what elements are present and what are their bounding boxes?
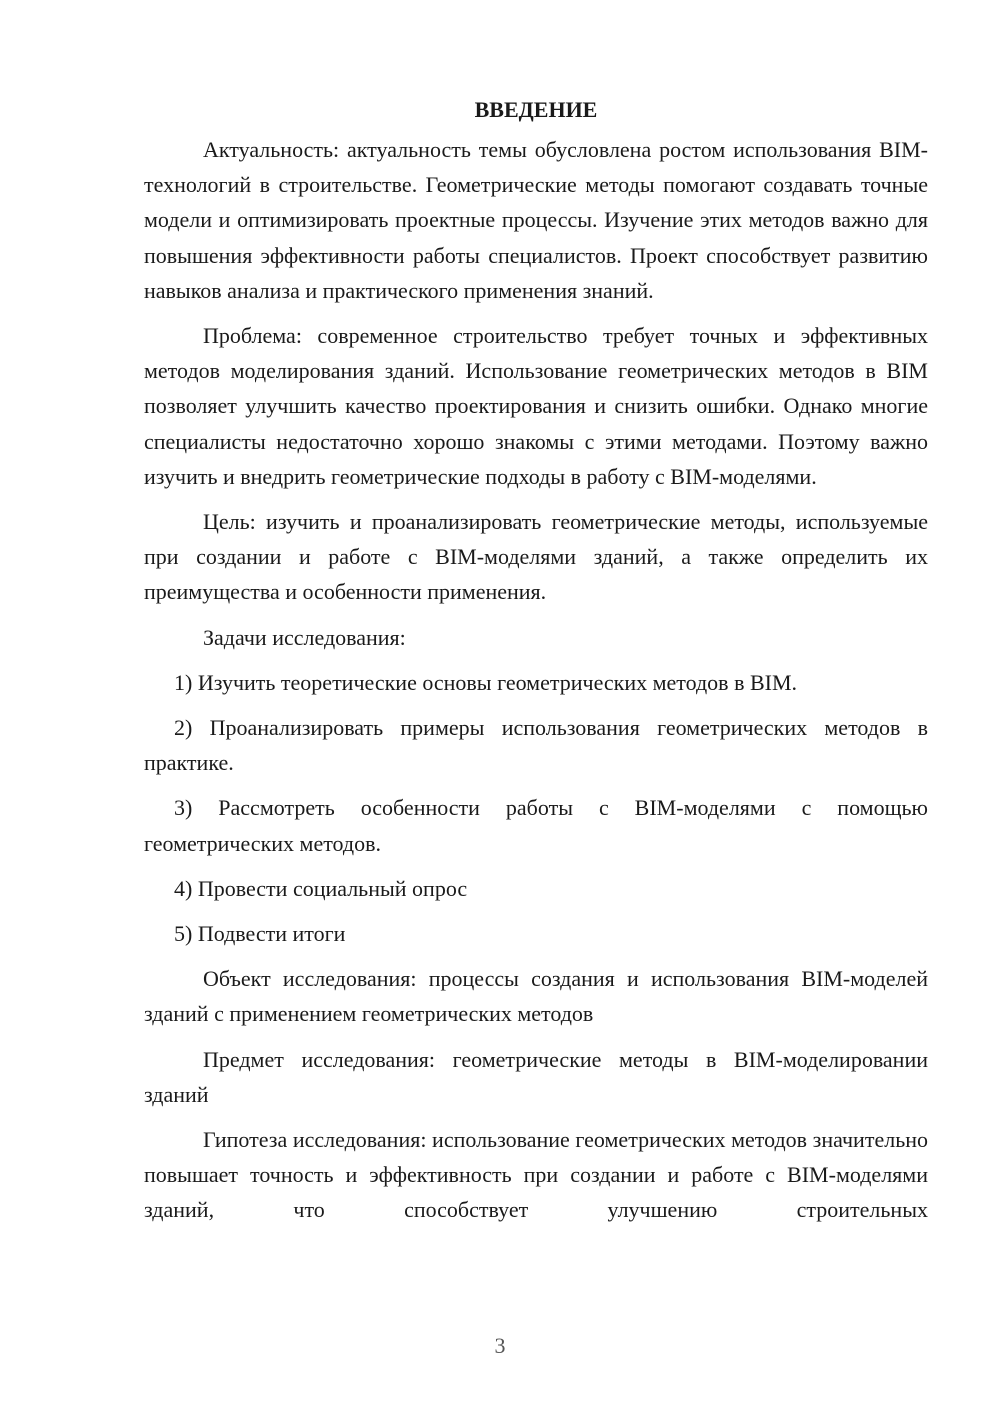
task-item: 4) Провести социальный опрос: [174, 875, 468, 901]
tasks-heading: Задачи исследования:: [203, 624, 406, 650]
problem-paragraph: Проблема: современное строительство требует точных и эффективных методов моделирования зданий. Использование геометрических методов в BIM позволяет улучшить качество проектирования и снизить ошибки. Однако многие специалисты недостаточно хорошо знакомы с этими методами. Поэтому важно изучить и внедрить геометрические подходы в работу с BIM-моделями.: [144, 323, 928, 489]
goal-paragraph: Цель: изучить и проанализировать геометрические методы, используемые при создании и работе с BIM-моделями зданий, а также определить их преимущества и особенности применения.: [144, 509, 928, 605]
object-paragraph: Объект исследования: процессы создания и использования BIM-моделей зданий с применением геометрических методов: [144, 966, 928, 1027]
document-page: [144, 92, 928, 1238]
task-item: 2) Проанализировать примеры использования геометрических методов в практике.: [144, 715, 928, 776]
hypothesis-paragraph: Гипотеза исследования: использование геометрических методов значительно повышает точность и эффективность при создании и работе с BIM-моделями зданий, что способствует улучшению строительных: [144, 1127, 928, 1223]
task-item: 3) Рассмотреть особенности работы с BIM-моделями с помощью геометрических методов.: [144, 795, 928, 856]
task-item: 5) Подвести итоги: [174, 921, 346, 947]
task-item: 1) Изучить теоретические основы геометрических методов в BIM.: [174, 669, 798, 695]
page-number: 3: [494, 1333, 506, 1358]
section-title: ВВЕДЕНИЕ: [474, 97, 598, 122]
subject-paragraph: Предмет исследования: геометрические методы в BIM-моделировании зданий: [144, 1046, 928, 1107]
relevance-paragraph: Актуальность: актуальность темы обусловлена ростом использования BIM-технологий в строительстве. Геометрические методы помогают создавать точные модели и оптимизировать проектные процессы. Изучение этих методов важно для повышения эффективности работы специалистов. Проект способствует развитию навыков анализа и практического применения знаний.: [144, 137, 928, 303]
